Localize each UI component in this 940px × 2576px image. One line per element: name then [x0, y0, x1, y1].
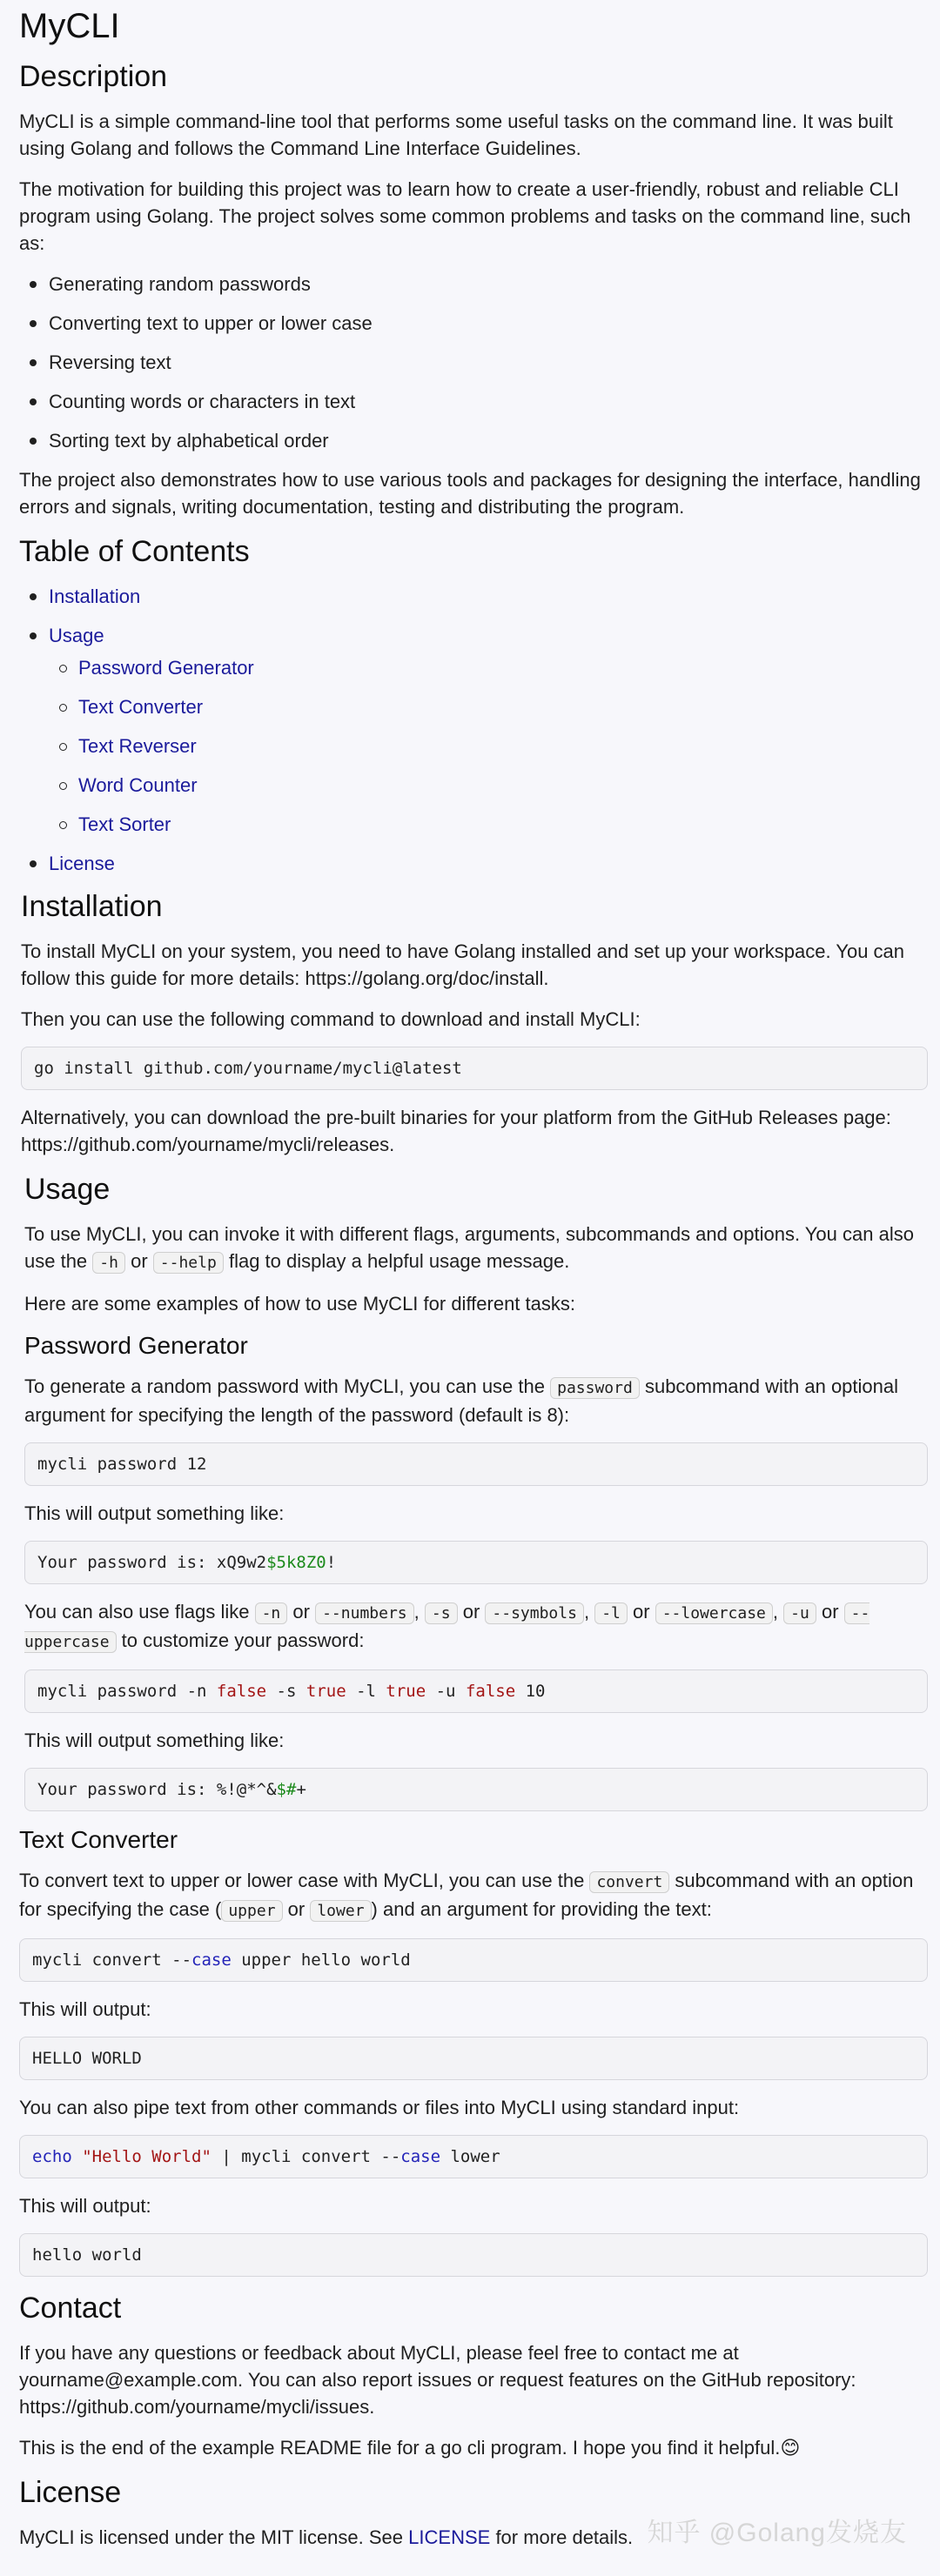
password-text: , — [413, 1601, 420, 1623]
inline-code-upper: upper — [221, 1900, 282, 1922]
code-text: case — [191, 1950, 232, 1970]
license-text: MyCLI is licensed under the MIT license. See — [19, 2526, 404, 2548]
inline-code-password: password — [550, 1377, 640, 1399]
license-heading: License — [19, 2476, 122, 2509]
inline-code-u: -u — [783, 1602, 816, 1624]
toc-usage-sublist — [49, 654, 928, 838]
converter-output-block-2[interactable]: hello world — [19, 2233, 928, 2277]
page-title: MyCLI — [19, 7, 120, 45]
converter-code-block-1[interactable] — [19, 1938, 928, 1982]
inline-code-convert: convert — [589, 1871, 669, 1893]
code-text: -s — [266, 1682, 306, 1701]
text-converter-section — [19, 1825, 928, 2277]
contact-paragraph-2 — [19, 2434, 928, 2461]
contact-text: This is the end of the example README file for a go cli program. I hope you find it helpful. — [19, 2437, 781, 2459]
converter-paragraph-1 — [19, 1867, 928, 1924]
password-text: or — [633, 1601, 650, 1623]
toc-link-license[interactable]: License — [49, 853, 115, 874]
password-paragraph-1 — [24, 1373, 928, 1429]
list-item: Reversing text — [19, 349, 928, 376]
text-converter-heading: Text Converter — [19, 1826, 178, 1853]
converter-paragraph-2: You can also pipe text from other commands or files into MyCLI using standard input: — [19, 2097, 740, 2118]
code-text: mycli password -n — [37, 1682, 217, 1701]
list-item: Sorting text by alphabetical order — [19, 427, 928, 454]
list-item: Converting text to upper or lower case — [19, 310, 928, 337]
password-output-label-2: This will output something like: — [24, 1730, 285, 1751]
toc-link-password-generator[interactable]: Password Generator — [78, 657, 254, 679]
toc-subitem — [49, 693, 928, 720]
code-text: $# — [276, 1780, 297, 1799]
code-text: mycli convert -- — [32, 1950, 192, 1970]
code-text: false — [216, 1682, 267, 1701]
converter-output-block-1[interactable]: HELLO WORLD — [19, 2037, 928, 2080]
inline-code-lowercase: --lowercase — [655, 1602, 773, 1624]
password-text: You can also use flags like — [24, 1601, 250, 1623]
password-output-block-2[interactable] — [24, 1768, 928, 1811]
toc-item-installation — [19, 583, 928, 610]
license-text: for more details. — [495, 2526, 634, 2548]
toc-link-text-reverser[interactable]: Text Reverser — [78, 735, 197, 757]
inline-code-numbers: --numbers — [315, 1602, 414, 1624]
password-paragraph-2 — [24, 1598, 928, 1656]
password-text: or — [462, 1601, 480, 1623]
description-paragraph-1: MyCLI is a simple command-line tool that performs some useful tasks on the command line. It was built using Golang and follows the Command Line Interface Guidelines. — [19, 110, 893, 159]
toc-link-word-counter[interactable]: Word Counter — [78, 774, 198, 796]
toc-link-installation[interactable]: Installation — [49, 585, 141, 607]
watermark: 知乎 @Golang发烧友 — [647, 2519, 907, 2547]
converter-text: To convert text to upper or lower case with MyCLI, you can use the — [19, 1870, 585, 1891]
inline-code-n: -n — [255, 1602, 288, 1624]
usage-text: To use MyCLI, you can invoke it with different flags, arguments, subcommands and options. You can also use the — [24, 1223, 914, 1272]
password-text: , — [772, 1601, 779, 1623]
usage-heading: Usage — [24, 1173, 111, 1206]
description-heading: Description — [19, 60, 168, 93]
code-text: false — [465, 1682, 516, 1701]
usage-paragraph-2: Here are some examples of how to use MyCLI for different tasks: — [24, 1293, 575, 1315]
password-text: or — [292, 1601, 310, 1623]
code-text: 10 — [515, 1682, 546, 1701]
contact-heading: Contact — [19, 2292, 122, 2325]
code-text: true — [386, 1682, 426, 1701]
table-of-contents — [19, 583, 928, 877]
usage-section — [24, 1172, 928, 1811]
license-link[interactable]: LICENSE — [408, 2526, 491, 2548]
password-code-block-1[interactable]: mycli password 12 — [24, 1442, 928, 1486]
contact-paragraph-1: If you have any questions or feedback about MyCLI, please feel free to contact me at yourname@example.com. You can also report issues or request features on the GitHub repository: https://github.com/yourname/mycli/issues. — [19, 2342, 856, 2418]
password-text: subcommand with an optional argument for specifying the length of the password (default is 8): — [24, 1375, 899, 1426]
converter-text: or — [287, 1898, 306, 1920]
code-text: $5k8Z0 — [266, 1553, 326, 1572]
installation-section — [21, 889, 928, 1158]
toc-subitem — [49, 733, 928, 759]
inline-code-l: -l — [594, 1602, 628, 1624]
list-item: Generating random passwords — [19, 271, 928, 298]
installation-paragraph-2: Then you can use the following command to download and install MyCLI: — [21, 1008, 641, 1030]
code-text: + — [296, 1780, 306, 1799]
code-text: ! — [326, 1553, 337, 1572]
toc-link-usage[interactable]: Usage — [49, 625, 104, 646]
code-text: case — [400, 2147, 441, 2166]
code-text: Your password is: %!@*^& — [37, 1780, 277, 1799]
contact-section — [19, 2291, 928, 2461]
password-text: , — [583, 1601, 590, 1623]
toc-link-text-converter[interactable]: Text Converter — [78, 696, 204, 718]
password-text: or — [821, 1601, 839, 1623]
description-paragraph-3: The project also demonstrates how to use various tools and packages for designing the interface, handling errors and signals, writing documentation, testing and distributing the program. — [19, 469, 921, 518]
toc-subitem — [49, 811, 928, 838]
toc-subitem — [49, 772, 928, 799]
password-generator-heading: Password Generator — [24, 1332, 248, 1359]
code-text: "Hello World" — [82, 2147, 212, 2166]
converter-text: ) and an argument for providing the text: — [371, 1898, 712, 1920]
inline-code-symbols: --symbols — [485, 1602, 584, 1624]
code-text: -l — [346, 1682, 386, 1701]
installation-heading: Installation — [21, 890, 163, 923]
converter-output-label-1: This will output: — [19, 1998, 151, 2020]
inline-code-h: -h — [92, 1252, 125, 1274]
code-text: echo — [32, 2147, 72, 2166]
inline-code-help: --help — [153, 1252, 224, 1274]
toc-link-text-sorter[interactable]: Text Sorter — [78, 813, 171, 835]
code-text: | mycli convert -- — [211, 2147, 401, 2166]
inline-code-uppercase: --uppercase — [24, 1604, 870, 1651]
code-text: -u — [426, 1682, 466, 1701]
toc-subitem — [49, 654, 928, 681]
inline-code-lower: lower — [310, 1900, 371, 1922]
password-text: To generate a random password with MyCLI, you can use the — [24, 1375, 545, 1397]
list-item: Counting words or characters in text — [19, 388, 928, 415]
usage-paragraph-1 — [24, 1221, 928, 1276]
feature-list — [19, 271, 928, 454]
code-text: upper hello world — [231, 1950, 411, 1970]
converter-output-label-2: This will output: — [19, 2195, 151, 2217]
installation-paragraph-3: Alternatively, you can download the pre-built binaries for your platform from the GitHub Releases page: https://github.com/yourname/mycli/releases. — [21, 1107, 891, 1155]
code-text: Your password is: xQ9w2 — [37, 1553, 267, 1572]
smile-emoji-icon: 😊 — [780, 2437, 801, 2459]
converter-code-block-2[interactable] — [19, 2135, 928, 2178]
password-output-block-1[interactable] — [24, 1541, 928, 1584]
toc-item-usage — [19, 622, 928, 838]
code-text: lower — [440, 2147, 500, 2166]
password-text: to customize your password: — [121, 1629, 365, 1651]
password-output-label-1: This will output something like: — [24, 1502, 285, 1524]
toc-item-license — [19, 850, 928, 877]
installation-paragraph-1: To install MyCLI on your system, you need to have Golang installed and set up your workspace. You can follow this guide for more details: https://golang.org/doc/install. — [21, 940, 905, 989]
converter-text: subcommand with an option for specifying the case ( — [19, 1870, 914, 1920]
usage-text: flag to display a helpful usage message. — [228, 1250, 570, 1272]
code-text: true — [306, 1682, 346, 1701]
toc-heading: Table of Contents — [19, 535, 250, 568]
description-paragraph-2: The motivation for building this project was to learn how to create a user-friendly, robust and reliable CLI program using Golang. The project solves some common problems and tasks on the command line, such as: — [19, 178, 911, 254]
password-code-block-2[interactable] — [24, 1669, 928, 1713]
inline-code-s: -s — [425, 1602, 458, 1624]
install-code-block[interactable]: go install github.com/yourname/mycli@latest — [21, 1047, 928, 1090]
usage-text: or — [131, 1250, 148, 1272]
